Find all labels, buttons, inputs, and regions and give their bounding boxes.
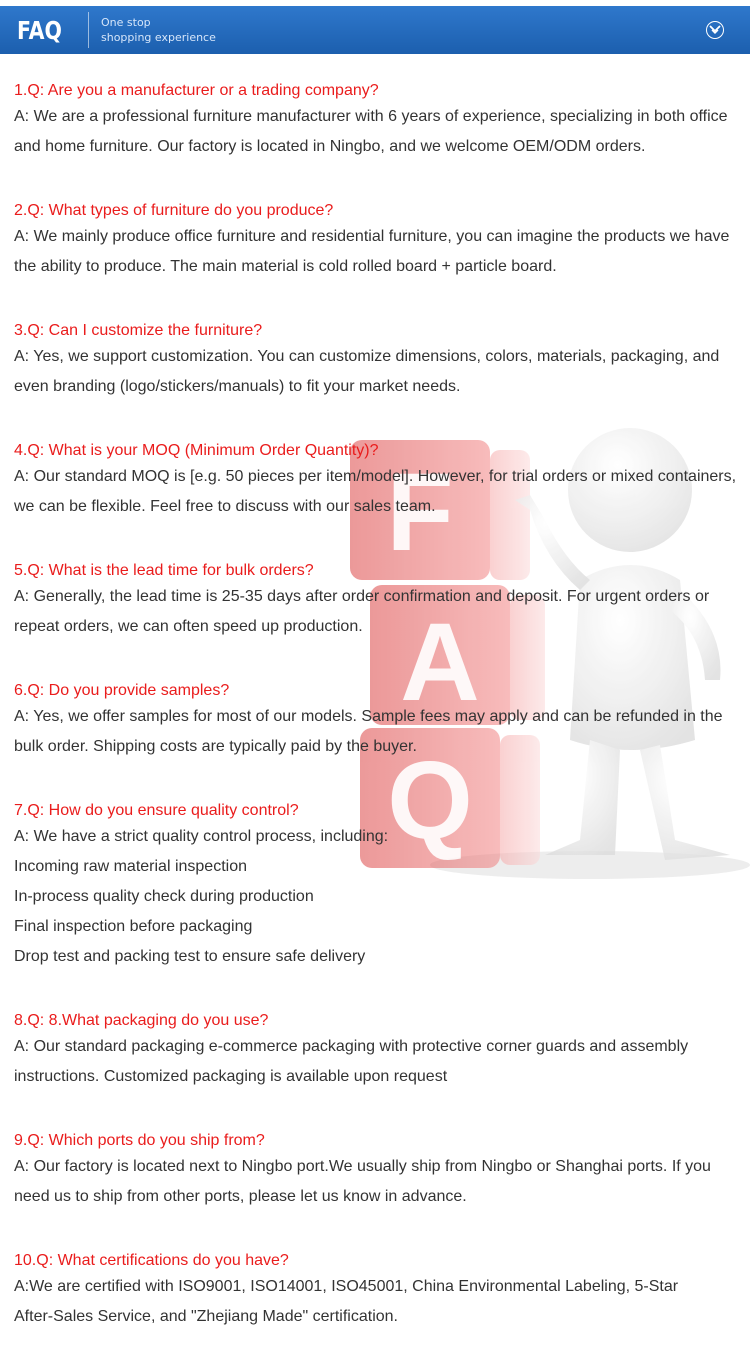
faq-item-3 (14, 312, 742, 432)
faq-item-7 (14, 792, 742, 1002)
faq-answer-7-line-2: Incoming raw material inspection (14, 858, 247, 875)
faq-answer-9-line-2: need us to ship from other ports, please let us know in advance. (14, 1188, 467, 1205)
faq-question-10: 10.Q: What certifications do you have? (14, 1252, 289, 1269)
faq-question-8: 8.Q: 8.What packaging do you use? (14, 1012, 269, 1029)
faq-item-2 (14, 192, 742, 312)
faq-question-3: 3.Q: Can I customize the furniture? (14, 322, 263, 339)
faq-answer-1-line-1: A: We are a professional furniture manufacturer with 6 years of experience, specializing in both office (14, 108, 728, 125)
faq-item-6 (14, 672, 742, 792)
faq-answer-2-line-1: A: We mainly produce office furniture and residential furniture, you can imagine the products we have (14, 228, 730, 245)
faq-answer-8-line-2: instructions. Customized packaging is available upon request (14, 1068, 448, 1085)
faq-answer-5-line-1: A: Generally, the lead time is 25-35 days after order confirmation and deposit. For urgent orders or (14, 588, 710, 605)
faq-item-8 (14, 1002, 742, 1122)
header-tagline-line1: One stop (101, 16, 151, 29)
faq-answer-4-line-1: A: Our standard MOQ is [e.g. 50 pieces per item/model]. However, for trial orders or mixed containers, (14, 468, 737, 485)
page-header (0, 6, 750, 54)
header-tagline-line2: shopping experience (101, 31, 216, 44)
header-title: FAQ (17, 16, 62, 45)
faq-answer-1-line-2: and home furniture. Our factory is located in Ningbo, and we welcome OEM/ODM orders. (14, 138, 646, 155)
cube-letter-f: F (386, 451, 454, 574)
faq-question-1: 1.Q: Are you a manufacturer or a trading company? (14, 82, 379, 99)
faq-answer-7-line-1: A: We have a strict quality control process, including: (14, 828, 389, 845)
faq-item-1 (14, 72, 742, 192)
chevron-down-circle-icon[interactable] (706, 21, 724, 39)
faq-question-7: 7.Q: How do you ensure quality control? (14, 802, 299, 819)
faq-answer-6-line-1: A: Yes, we offer samples for most of our models. Sample fees may apply and can be refunded in the (14, 708, 723, 725)
faq-answer-9-line-1: A: Our factory is located next to Ningbo port.We usually ship from Ningbo or Shanghai ports. If you (14, 1158, 711, 1175)
faq-answer-10-line-2: After-Sales Service, and "Zhejiang Made" certification. (14, 1308, 398, 1325)
faq-answer-5-line-2: repeat orders, we can often speed up production. (14, 618, 363, 635)
faq-question-5: 5.Q: What is the lead time for bulk orders? (14, 562, 314, 579)
header-divider (88, 12, 89, 48)
faq-answer-7-line-3: In-process quality check during production (14, 888, 314, 905)
faq-item-5 (14, 552, 742, 672)
faq-answer-7-line-4: Final inspection before packaging (14, 918, 253, 935)
faq-question-9: 9.Q: Which ports do you ship from? (14, 1132, 265, 1149)
faq-answer-10-line-1: A:We are certified with ISO9001, ISO14001, ISO45001, China Environmental Labeling, 5-Star (14, 1278, 679, 1295)
cube-letter-a: A (400, 601, 480, 724)
faq-item-9 (14, 1122, 742, 1242)
faq-answer-3-line-1: A: Yes, we support customization. You can customize dimensions, colors, materials, packaging, and (14, 348, 720, 365)
cube-letter-q: Q (387, 739, 473, 862)
faq-answer-4-line-2: we can be flexible. Feel free to discuss with our sales team. (14, 498, 436, 515)
faq-answer-6-line-2: bulk order. Shipping costs are typically paid by the buyer. (14, 738, 417, 755)
faq-item-4 (14, 432, 742, 552)
faq-question-6: 6.Q: Do you provide samples? (14, 682, 230, 699)
faq-answer-8-line-1: A: Our standard packaging e-commerce packaging with protective corner guards and assembly (14, 1038, 689, 1055)
faq-answer-7-line-5: Drop test and packing test to ensure safe delivery (14, 948, 366, 965)
faq-question-2: 2.Q: What types of furniture do you produce? (14, 202, 334, 219)
faq-item-10 (14, 1242, 742, 1362)
faq-list (14, 72, 742, 1362)
faq-answer-3-line-2: even branding (logo/stickers/manuals) to fit your market needs. (14, 378, 461, 395)
faq-answer-2-line-2: the ability to produce. The main material is cold rolled board + particle board. (14, 258, 557, 275)
faq-question-4: 4.Q: What is your MOQ (Minimum Order Quantity)? (14, 442, 379, 459)
